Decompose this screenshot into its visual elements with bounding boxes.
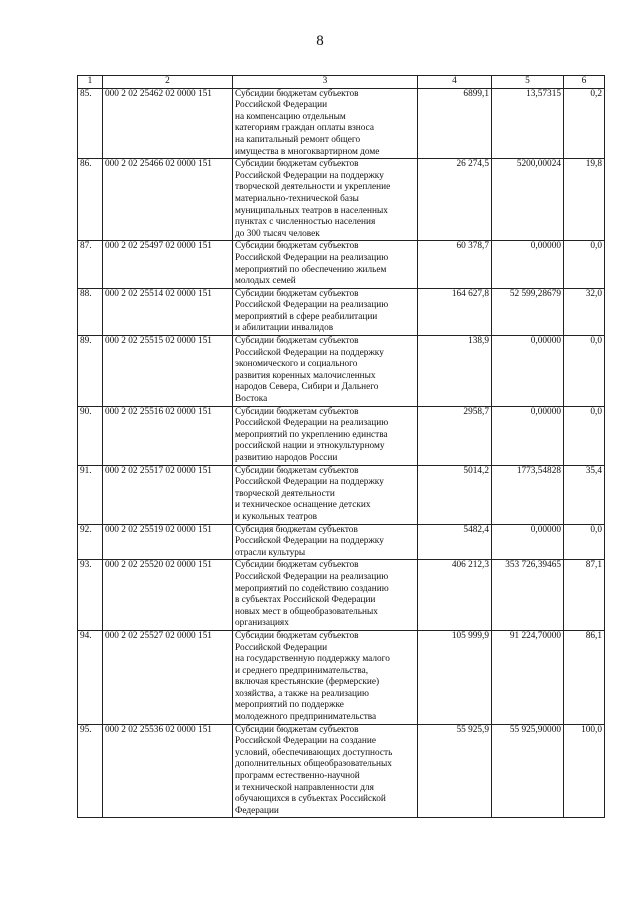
description-line: включая крестьянские (фермерские) (235, 677, 380, 688)
budget-code-cell: 000 2 02 25527 02 0000 151 (103, 630, 233, 724)
description-line: Российской Федерации на реализацию (235, 418, 389, 429)
column-header: 4 (418, 76, 492, 89)
description-line: пунктах с численностью населения (235, 217, 376, 228)
description-line: Российской Федерации на реализацию (235, 571, 389, 582)
plan-amount-cell: 5482,4 (418, 524, 492, 560)
description-cell (233, 724, 418, 818)
row-number-cell: 94. (78, 630, 103, 724)
page-number: 8 (316, 33, 324, 49)
description-line: народов Севера, Сибири и Дальнего (235, 382, 379, 393)
description-line: Субсидии бюджетам субъектов (235, 724, 359, 735)
percent-cell: 0,2 (564, 88, 605, 159)
plan-amount-cell: 26 274,5 (418, 159, 492, 241)
row-number-cell: 91. (78, 465, 103, 524)
percent-cell: 100,0 (564, 724, 605, 818)
description-line: Российской Федерации на поддержку (235, 477, 384, 488)
table-row (78, 88, 605, 159)
actual-amount-cell: 0,00000 (492, 336, 564, 407)
percent-cell: 32,0 (564, 288, 605, 335)
actual-amount-cell: 55 925,90000 (492, 724, 564, 818)
plan-amount-cell: 60 378,7 (418, 241, 492, 288)
description-cell (233, 524, 418, 560)
description-line: мероприятий в сфере реабилитации (235, 311, 378, 322)
description-line: творческой деятельности и укрепление (235, 182, 391, 193)
actual-amount-cell: 1773,54828 (492, 465, 564, 524)
description-line: и технической направленности для (235, 782, 374, 793)
percent-cell: 0,0 (564, 406, 605, 465)
description-line: молодежного предпринимательства (235, 712, 377, 723)
description-line: новых мест в общеобразовательных (235, 606, 378, 617)
row-number-cell: 90. (78, 406, 103, 465)
actual-amount-cell: 0,00000 (492, 524, 564, 560)
description-line: мероприятий по поддержке (235, 700, 344, 711)
description-line: Российской Федерации на создание (235, 736, 377, 747)
plan-amount-cell: 138,9 (418, 336, 492, 407)
description-line: мероприятий по укреплению единства (235, 429, 388, 440)
description-line: творческой деятельности (235, 488, 335, 499)
plan-amount-cell: 105 999,9 (418, 630, 492, 724)
description-line: Субсидии бюджетам субъектов (235, 241, 359, 252)
description-line: Субсидии бюджетам субъектов (235, 630, 359, 641)
row-number-cell: 89. (78, 336, 103, 407)
description-line: категориям граждан оплаты взноса (235, 123, 375, 134)
actual-amount-cell: 5200,00024 (492, 159, 564, 241)
description-line: Востока (235, 394, 268, 405)
percent-cell: 19,8 (564, 159, 605, 241)
actual-amount-cell: 13,57315 (492, 88, 564, 159)
budget-code-cell: 000 2 02 25536 02 0000 151 (103, 724, 233, 818)
percent-cell: 87,1 (564, 560, 605, 631)
row-number-cell: 85. (78, 88, 103, 159)
description-line: Российской Федерации на поддержку (235, 170, 384, 181)
table-row (78, 560, 605, 631)
description-line: Российской Федерации на реализацию (235, 252, 389, 263)
percent-cell: 0,0 (564, 524, 605, 560)
description-line: Субсидии бюджетам субъектов (235, 406, 359, 417)
row-number-cell: 87. (78, 241, 103, 288)
description-line: Субсидии бюджетам субъектов (235, 560, 359, 571)
description-line: на государственную поддержку малого (235, 654, 390, 665)
actual-amount-cell: 0,00000 (492, 406, 564, 465)
column-header: 5 (492, 76, 564, 89)
budget-code-cell: 000 2 02 25517 02 0000 151 (103, 465, 233, 524)
table-row (78, 159, 605, 241)
description-line: российской нации и этнокультурному (235, 441, 385, 452)
actual-amount-cell: 52 599,28679 (492, 288, 564, 335)
description-line: до 300 тысяч человек (235, 228, 320, 239)
budget-code-cell: 000 2 02 25497 02 0000 151 (103, 241, 233, 288)
percent-cell: 0,0 (564, 241, 605, 288)
table-row (78, 406, 605, 465)
budget-code-cell: 000 2 02 25514 02 0000 151 (103, 288, 233, 335)
description-line: развития коренных малочисленных (235, 370, 376, 381)
description-line: Субсидии бюджетам субъектов (235, 88, 359, 99)
table-row (78, 336, 605, 407)
budget-table (77, 75, 605, 818)
description-cell (233, 560, 418, 631)
description-line: и среднего предпринимательства, (235, 665, 369, 676)
description-line: экономического и социального (235, 359, 358, 370)
actual-amount-cell: 91 224,70000 (492, 630, 564, 724)
description-line: условий, обеспечивающих доступность (235, 747, 393, 758)
plan-amount-cell: 2958,7 (418, 406, 492, 465)
percent-cell: 0,0 (564, 336, 605, 407)
plan-amount-cell: 164 627,8 (418, 288, 492, 335)
description-line: и техническое оснащение детских (235, 500, 371, 511)
description-line: развитию народов России (235, 453, 338, 463)
description-cell (233, 88, 418, 159)
description-line: Субсидии бюджетам субъектов (235, 159, 359, 170)
description-line: Субсидии бюджетам субъектов (235, 288, 359, 299)
row-number-cell: 93. (78, 560, 103, 631)
description-line: дополнительных общеобразовательных (235, 759, 392, 770)
description-line: Субсидии бюджетам субъектов (235, 465, 359, 476)
description-line: Российской Федерации на реализацию (235, 300, 389, 311)
budget-code-cell: 000 2 02 25462 02 0000 151 (103, 88, 233, 159)
description-line: молодых семей (235, 276, 296, 287)
description-line: Федерации (235, 805, 279, 816)
description-line: материально-технической базы (235, 193, 359, 204)
budget-code-cell: 000 2 02 25466 02 0000 151 (103, 159, 233, 241)
column-header: 1 (78, 76, 103, 89)
column-header: 3 (233, 76, 418, 89)
plan-amount-cell: 5014,2 (418, 465, 492, 524)
description-line: Российской Федерации на поддержку (235, 536, 384, 547)
description-cell (233, 241, 418, 288)
description-line: Российской Федерации (235, 642, 328, 653)
description-cell (233, 465, 418, 524)
table-header-row (78, 76, 605, 89)
description-line: хозяйства, а также на реализацию (235, 688, 369, 699)
description-line: программ естественно-научной (235, 771, 360, 782)
percent-cell: 86,1 (564, 630, 605, 724)
description-line: и абилитации инвалидов (235, 323, 334, 334)
description-line: и кукольных театров (235, 511, 318, 522)
column-header: 6 (564, 76, 605, 89)
table-row (78, 465, 605, 524)
actual-amount-cell: 353 726,39465 (492, 560, 564, 631)
row-number-cell: 92. (78, 524, 103, 560)
description-cell (233, 336, 418, 407)
percent-cell: 35,4 (564, 465, 605, 524)
description-line: имущества в многоквартирном доме (235, 146, 380, 157)
plan-amount-cell: 55 925,9 (418, 724, 492, 818)
description-line: Субсидия бюджетам субъектов (235, 524, 358, 535)
budget-code-cell: 000 2 02 25516 02 0000 151 (103, 406, 233, 465)
description-line: обучающихся в субъектах Российской (235, 794, 386, 805)
row-number-cell: 88. (78, 288, 103, 335)
plan-amount-cell: 406 212,3 (418, 560, 492, 631)
description-line: в субъектах Российской Федерации (235, 595, 376, 606)
description-cell (233, 159, 418, 241)
description-line: организациях (235, 618, 289, 629)
description-cell (233, 288, 418, 335)
description-line: Российской Федерации на поддержку (235, 347, 384, 358)
table-row (78, 524, 605, 560)
description-line: на компенсацию отдельным (235, 111, 346, 122)
description-line: муниципальных театров в населенных (235, 205, 388, 216)
table-row (78, 724, 605, 818)
row-number-cell: 86. (78, 159, 103, 241)
column-header: 2 (103, 76, 233, 89)
actual-amount-cell: 0,00000 (492, 241, 564, 288)
description-line: мероприятий по обеспечению жильем (235, 264, 387, 275)
row-number-cell: 95. (78, 724, 103, 818)
table-row (78, 630, 605, 724)
table-row (78, 241, 605, 288)
description-line: Российской Федерации (235, 100, 328, 111)
description-line: Субсидии бюджетам субъектов (235, 336, 359, 347)
description-line: мероприятий по содействию созданию (235, 583, 389, 594)
plan-amount-cell: 6899,1 (418, 88, 492, 159)
description-line: на капитальный ремонт общего (235, 134, 361, 145)
table-row (78, 288, 605, 335)
description-line: отрасли культуры (235, 547, 306, 558)
budget-code-cell: 000 2 02 25520 02 0000 151 (103, 560, 233, 631)
description-cell (233, 406, 418, 465)
description-cell (233, 630, 418, 724)
budget-code-cell: 000 2 02 25519 02 0000 151 (103, 524, 233, 560)
budget-code-cell: 000 2 02 25515 02 0000 151 (103, 336, 233, 407)
